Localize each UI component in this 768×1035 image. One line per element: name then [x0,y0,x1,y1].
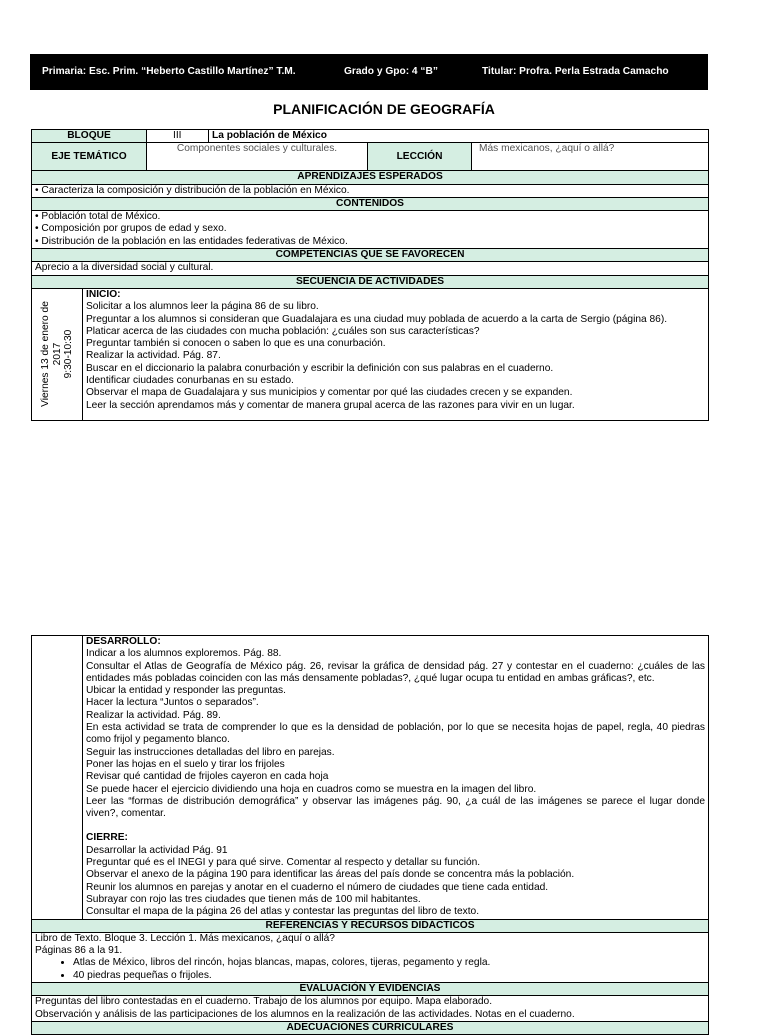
contenido-item: • Distribución de la población en las entidades federativas de México. [35,235,348,247]
desarrollo-item: En esta actividad se trata de comprender lo que es la densidad de población, por lo que se necesita hojas de papel, regla, 40 piedras como frijol y pegamento blanco. [86,722,705,746]
inicio-cell [83,288,709,420]
cierre-item: Preguntar qué es el INEGI y para qué sirve. Comentar al respecto y detallar su función. [86,857,481,869]
inicio-item: Preguntar a los alumnos si consideran que Guadalajara es una ciudad muy poblada de acuerdo a la carta de Sergio (página 86). [86,313,668,325]
desarrollo-item: Leer las “formas de distribución demográfica” y observar las imágenes pág. 90, ¿a cuál de las imágenes se parece el lugar donde viven?, comentar. [86,795,705,820]
evaluacion-line: Observación y análisis de las participaciones de los alumnos en la realización de las actividades. Notas en el cuaderno. [35,1008,575,1020]
desarrollo-item: Indicar a los alumnos exploremos. Pág. 88. [86,648,282,660]
secuencia-header: SECUENCIA DE ACTIVIDADES [32,275,709,288]
cierre-item: Reunir los alumnos en parejas y anotar en el cuaderno el número de ciudades que tiene cada entidad. [86,881,549,893]
desarrollo-item: Ubicar la entidad y responder las preguntas. [86,685,286,697]
desarrollo-item: Se puede hacer el ejercicio dividiendo una hoja en cuadros como se muestra en la imagen del libro. [86,783,537,795]
desarrollo-label: DESARROLLO: [86,636,161,647]
cierre-item: Consultar el mapa de la página 26 del atlas y contestar las preguntas del libro de texto. [86,906,480,918]
teacher-name: Titular: Profra. Perla Estrada Camacho [482,66,669,77]
inicio-item: Buscar en el diccionario la palabra conurbación y escribir la definición con sus palabras en el cuaderno. [86,362,554,374]
desarrollo-item: Seguir las instrucciones detalladas del libro en parejas. [86,746,335,758]
planning-table-top [31,129,709,421]
header-banner [30,54,708,90]
session-date-cell [32,288,83,420]
desarrollo-item: Revisar qué cantidad de frijoles cayeron en cada hoja [86,771,329,783]
bloque-label: BLOQUE [32,130,147,143]
planning-table-continued [31,635,709,1035]
referencia-line: Páginas 86 a la 91. [35,945,123,957]
aprendizajes-text: • Caracteriza la composición y distribución de la población en México. [32,184,709,197]
inicio-label: INICIO: [86,288,121,300]
evaluacion-line: Preguntas del libro contestadas en el cuaderno. Trabajo de los alumnos por equipo. Mapa elaborado. [35,996,493,1008]
leccion-value: Más mexicanos, ¿aquí o allá? [472,143,709,171]
leccion-label: LECCIÓN [368,143,472,171]
competencias-text: Aprecio a la diversidad social y cultural. [32,262,709,275]
recurso-item: • 40 piedras pequeñas o frijoles. [73,970,705,982]
inicio-item: Realizar la actividad. Pág. 87. [86,350,221,362]
grade-group: Grado y Gpo: 4 “B” [344,66,438,77]
recurso-item: • Atlas de México, libros del rincón, hojas blancas, mapas, colores, tijeras, pegamento y regla. [73,957,705,969]
eje-label: EJE TEMÁTICO [32,143,147,171]
bloque-value: III [147,130,209,143]
evaluacion-cell [32,996,709,1022]
cierre-item: Observar el anexo de la página 190 para identificar las áreas del país donde se concentra más la población. [86,869,575,881]
competencias-header: COMPETENCIAS QUE SE FAVORECEN [32,249,709,262]
inicio-item: Preguntar también si conocen o saben lo que es una conurbación. [86,338,386,350]
inicio-item: Observar el mapa de Guadalajara y sus municipios y comentar por qué las ciudades crecen y se expanden. [86,387,573,399]
contenido-item: • Composición por grupos de edad y sexo. [35,223,227,235]
eje-value: Componentes sociales y culturales. [147,143,368,171]
referencia-line: Libro de Texto. Bloque 3. Lección 1. Más mexicanos, ¿aquí o allá? [35,932,335,944]
desarrollo-cierre-cell [83,636,709,920]
adecuaciones-header: ADECUACIONES CURRICULARES [32,1021,709,1034]
contenidos-list [32,211,709,249]
desarrollo-item: Consultar el Atlas de Geografía de México pág. 26, revisar la gráfica de densidad pág. 27 y contestar en el cuaderno: ¿cuáles de las entidades más pobladas coinciden con las más densamente pobladas?, ¿qué lugar ocupa tu entidad en ambas gráficas?, etc. [86,660,705,684]
desarrollo-item: Hacer la lectura “Juntos o separados”. [86,697,259,709]
cierre-label: CIERRE: [86,832,128,844]
desarrollo-item: Poner las hojas en el suelo y tirar los frijoles [86,758,285,770]
inicio-item: Identificar ciudades conurbanas en su estado. [86,375,294,387]
contenidos-header: CONTENIDOS [32,197,709,210]
contenido-item: • Población total de México. [35,211,161,223]
session-date-cell-empty [32,636,83,920]
inicio-item: Platicar acerca de las ciudades con mucha población: ¿cuáles son sus características? [86,325,480,337]
inicio-item: Solicitar a los alumnos leer la página 86 de su libro. [86,301,319,313]
aprendizajes-header: APRENDIZAJES ESPERADOS [32,171,709,184]
session-date: Viernes 13 de enero de 2017 9:30-10:30 [39,301,74,408]
cierre-item: Subrayar con rojo las tres ciudades que tienen más de 100 mil habitantes. [86,893,421,905]
page-title: PLANIFICACIÓN DE GEOGRAFÍA [273,101,495,117]
desarrollo-item: Realizar la actividad. Pág. 89. [86,709,221,721]
bloque-title: La población de México [209,130,709,143]
evaluacion-header: EVALUACIÓN Y EVIDENCIAS [32,983,709,996]
inicio-item: Leer la sección aprendamos más y comentar de manera grupal acerca de las razones para vivir en un lugar. [86,399,575,411]
cierre-item: Desarrollar la actividad Pág. 91 [86,844,228,856]
school-name: Primaria: Esc. Prim. “Heberto Castillo Martínez” T.M. [42,66,296,77]
referencias-cell [32,932,709,982]
referencias-header: REFERENCIAS Y RECURSOS DIDÁCTICOS [32,919,709,932]
